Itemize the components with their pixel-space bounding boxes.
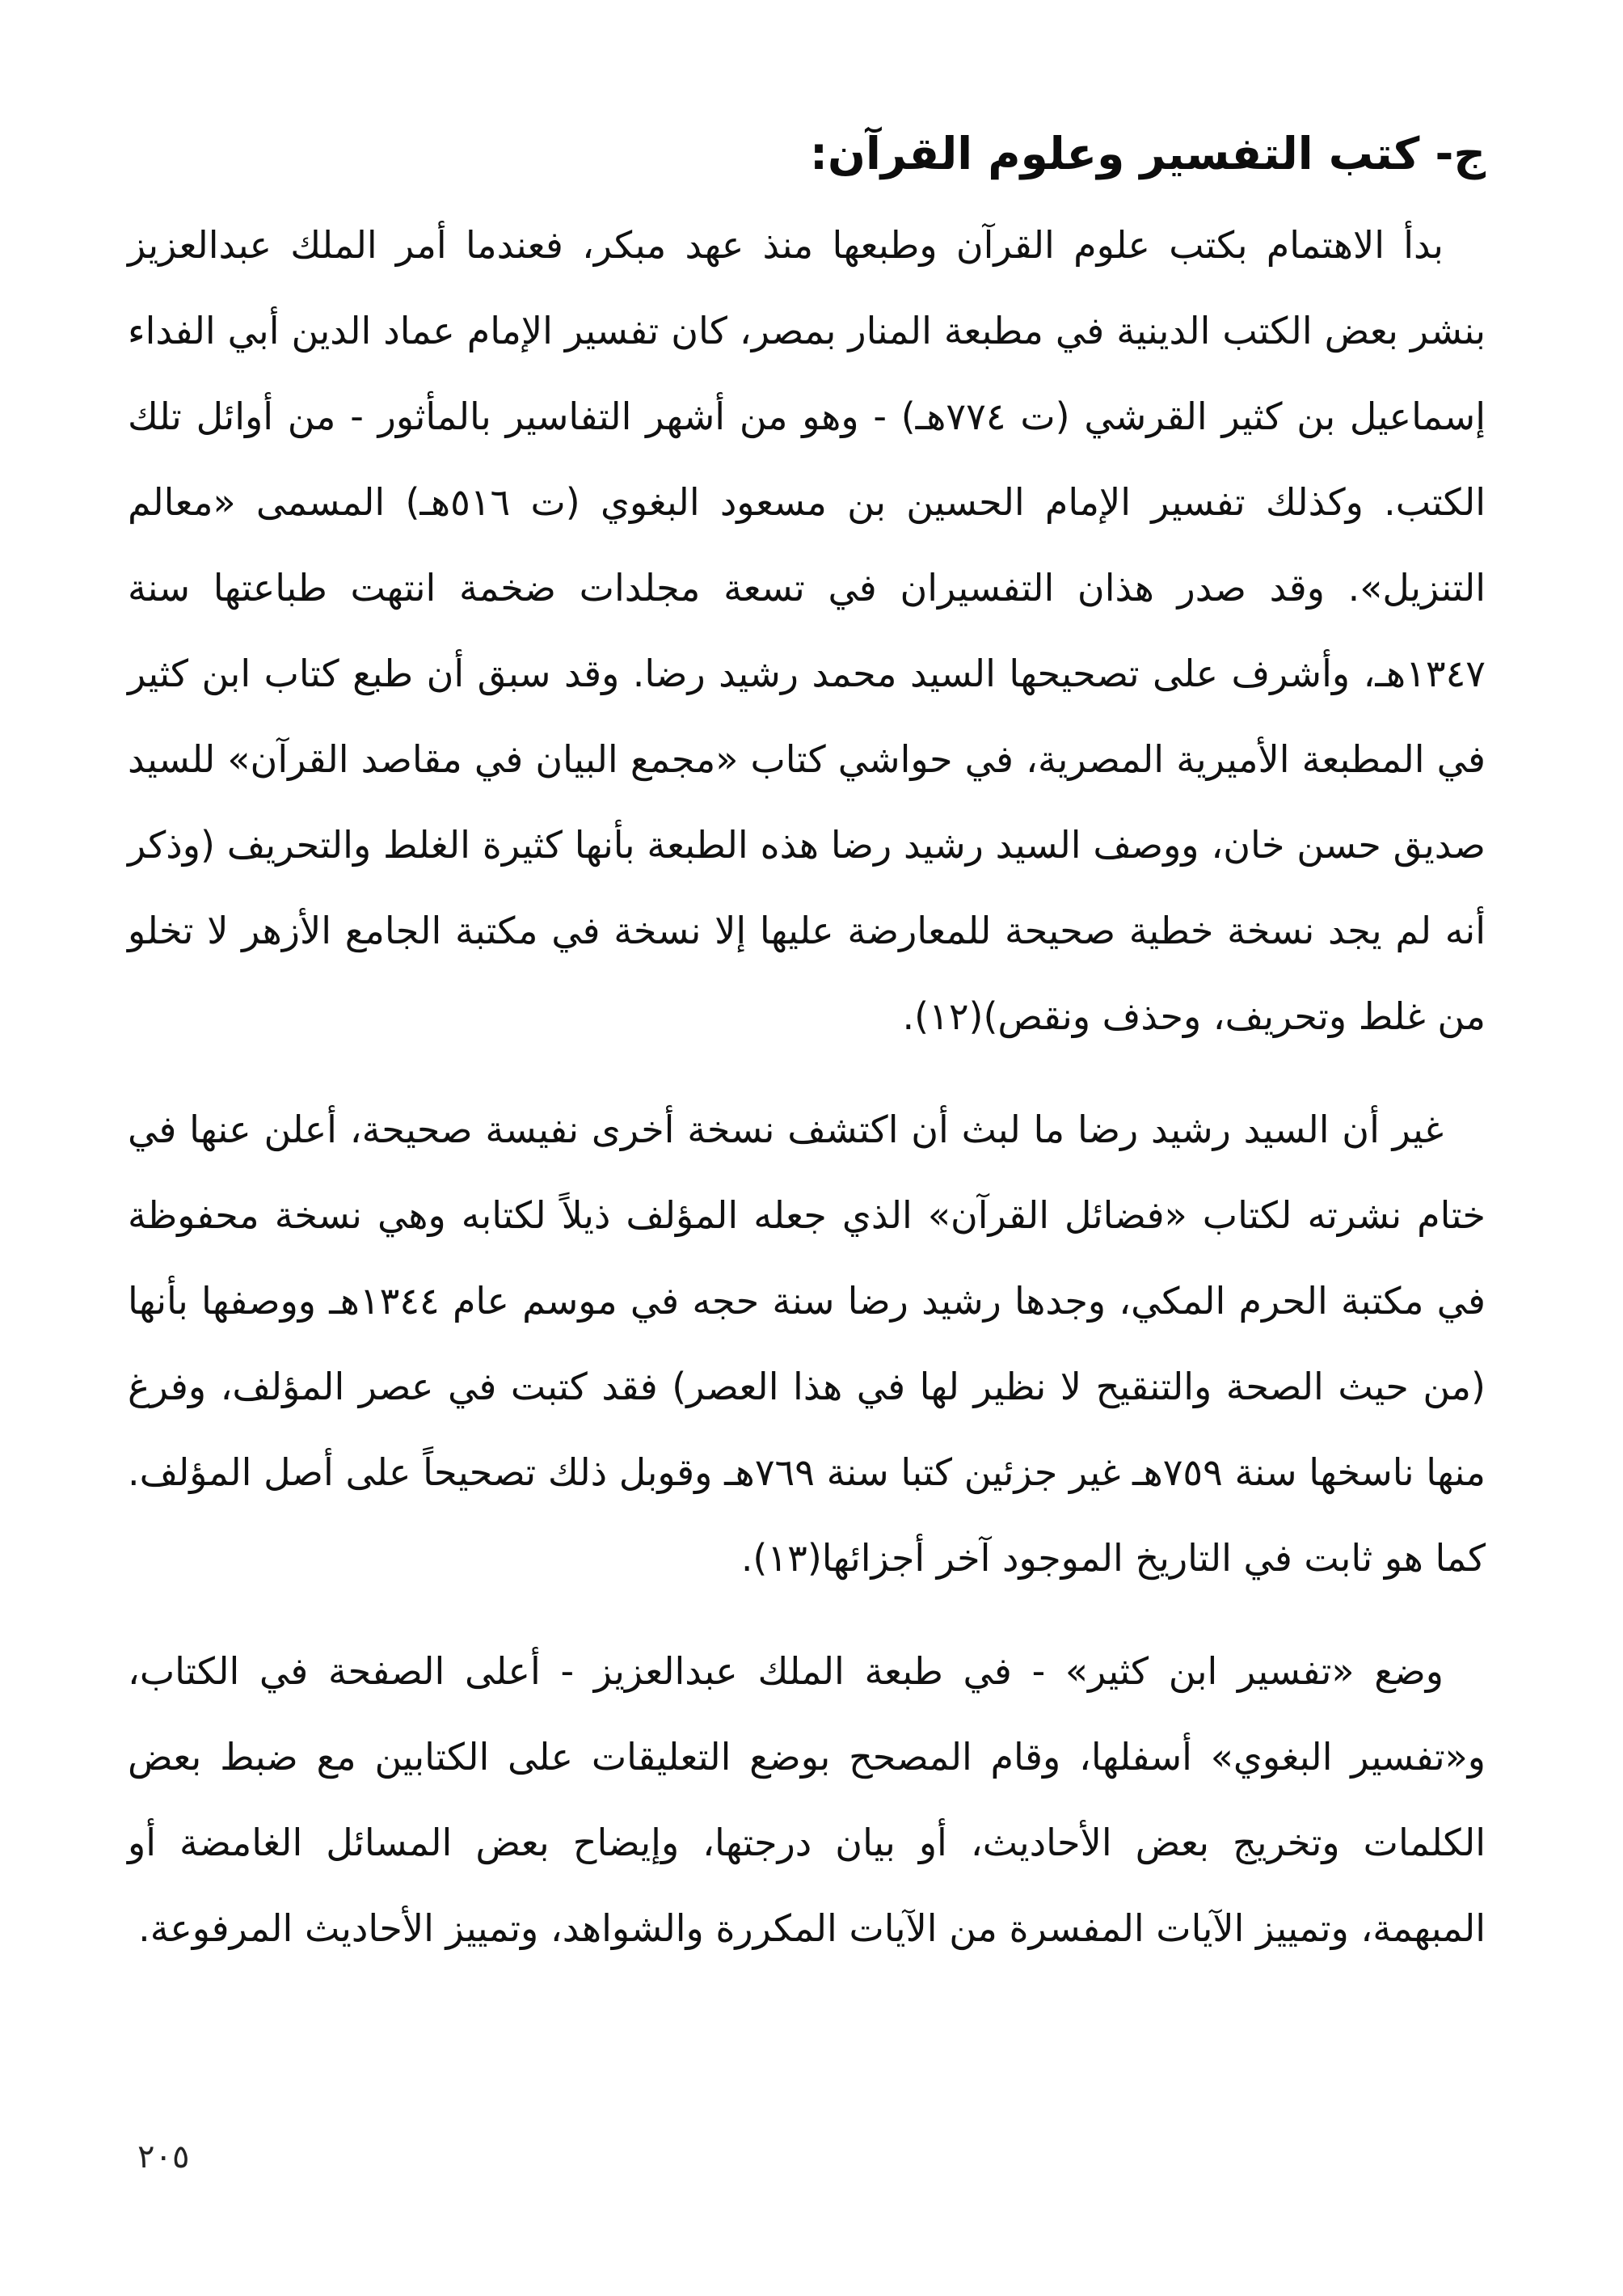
paragraph-2: غير أن السيد رشيد رضا ما لبث أن اكتشف نسخة أخرى نفيسة صحيحة، أعلن عنها في ختام نشرته لكتاب «فضائل القرآن» الذي جعله المؤلف ذيلاً لكتابه وهي نسخة محفوظة في مكتبة الحرم المكي، وجدها رشيد رضا سنة حجه في موسم عام ١٣٤٤هـ ووصفها بأنها (من حيث الصحة والتنقيح لا نظير لها في هذا العصر) فقد كتبت في عصر المؤلف، وفرغ منها ناسخها سنة ٧٥٩هـ غير جزئين كتبا سنة ٧٦٩هـ وقوبل ذلك تصحيحاً على أصل المؤلف. كما هو ثابت في التاريخ الموجود آخر أجزائها(١٣). [128, 1108, 1486, 1580]
section-heading: ج- كتب التفسير وعلوم القرآن: [810, 128, 1486, 179]
page-number: ٢٠٥ [137, 2138, 190, 2176]
body-text [128, 202, 1486, 1998]
paragraph-3: وضع «تفسير ابن كثير» - في طبعة الملك عبدالعزيز - أعلى الصفحة في الكتاب، و«تفسير البغوي» أسفلها، وقام المصحح بوضع التعليقات على الكتابين مع ضبط بعض الكلمات وتخريج بعض الأحاديث، أو بيان درجتها، وإيضاح بعض المسائل الغامضة أو المبهمة، وتمييز الآيات المفسرة من الآيات المكررة والشواهد، وتمييز الأحاديث المرفوعة. [128, 1649, 1486, 1950]
paragraph-1: بدأ الاهتمام بكتب علوم القرآن وطبعها منذ عهد مبكر، فعندما أمر الملك عبدالعزيز بنشر بعض الكتب الدينية في مطبعة المنار بمصر، كان تفسير الإمام عماد الدين أبي الفداء إسماعيل بن كثير القرشي (ت ٧٧٤هـ) - وهو من أشهر التفاسير بالمأثور - من أوائل تلك الكتب. وكذلك تفسير الإمام الحسين بن مسعود البغوي (ت ٥١٦هـ) المسمى «معالم التنزيل». وقد صدر هذان التفسيران في تسعة مجلدات ضخمة انتهت طباعتها سنة ١٣٤٧هـ، وأشرف على تصحيحها السيد محمد رشيد رضا. وقد سبق أن طبع كتاب ابن كثير في المطبعة الأميرية المصرية، في حواشي كتاب «مجمع البيان في مقاصد القرآن» للسيد صديق حسن خان، ووصف السيد رشيد رضا هذه الطبعة بأنها كثيرة الغلط والتحريف (وذكر أنه لم يجد نسخة خطية صحيحة للمعارضة عليها إلا نسخة في مكتبة الجامع الأزهر لا تخلو من غلط وتحريف، وحذف ونقص)(١٢). [128, 223, 1486, 1038]
